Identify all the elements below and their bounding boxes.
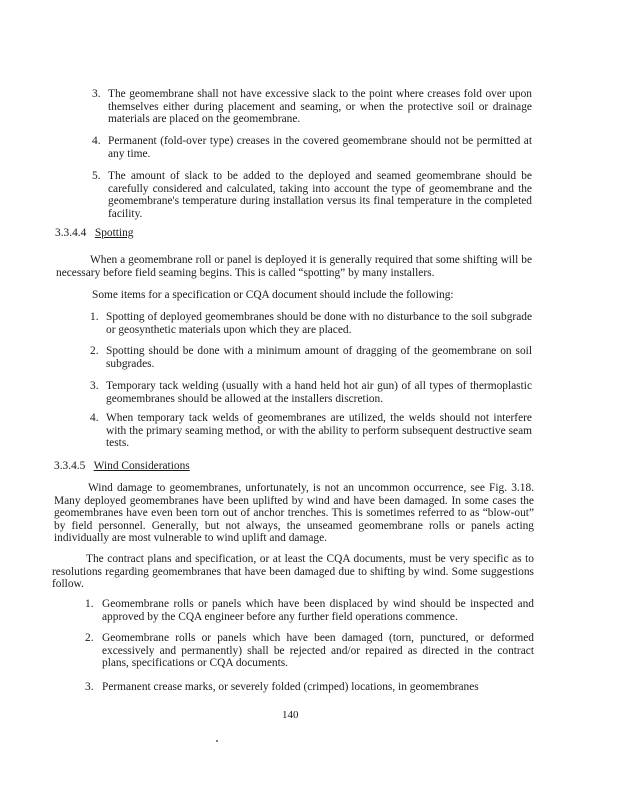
- section-heading-spotting: [55, 227, 134, 240]
- list-item-text: The amount of slack to be added to the deployed and seamed geomembrane should be carefully considered and calculated, taking into account the type of geomembrane and the geomembrane's temperature during installation versus its final temperature in the completed facility.: [108, 170, 532, 220]
- list-item-text: Permanent (fold-over type) creases in the covered geomembrane should not be permitted at any time.: [108, 135, 532, 160]
- paragraph: The contract plans and specification, or at least the CQA documents, must be very specific as to resolutions regarding geomembranes that have been damaged due to shifting by wind. Some suggestions follow.: [52, 553, 534, 591]
- list-item-number: 4.: [92, 135, 101, 147]
- section-number: 3.3.4.4: [55, 227, 87, 239]
- list-item-number: 1.: [85, 598, 94, 610]
- list-item-text: Spotting of deployed geomembranes should be done with no disturbance to the soil subgrade or geosynthetic materials upon which they are placed.: [106, 311, 532, 336]
- list-item-number: 3.: [92, 88, 101, 100]
- section-title: Wind Considerations: [93, 460, 190, 472]
- list-item-number: 2.: [90, 345, 99, 357]
- list-item-number: 2.: [85, 632, 94, 644]
- paragraph: Some items for a specification or CQA document should include the following:: [92, 289, 454, 301]
- section-number: 3.3.4.5: [54, 460, 86, 472]
- paragraph: When a geomembrane roll or panel is deployed it is generally required that some shifting will be necessary before field seaming begins. This is called “spotting” by many installers.: [56, 254, 532, 279]
- list-item-number: 1.: [90, 311, 99, 323]
- list-item-text: Temporary tack welding (usually with a hand held hot air gun) of all types of thermoplastic geomembranes should be allowed at the installers discretion.: [106, 380, 532, 405]
- section-heading-wind: [54, 460, 190, 473]
- list-item-text: Permanent crease marks, or severely folded (crimped) locations, in geomembranes: [102, 681, 479, 693]
- page-number: 140: [282, 709, 299, 721]
- scan-speck: [216, 740, 218, 742]
- section-title: Spotting: [94, 227, 134, 239]
- list-item-text: Geomembrane rolls or panels which have been displaced by wind should be inspected and approved by the CQA engineer before any further field operations commence.: [102, 598, 534, 623]
- list-item-number: 5.: [92, 170, 101, 182]
- list-item-number: 3.: [85, 681, 94, 693]
- list-item-text: Geomembrane rolls or panels which have been damaged (torn, punctured, or deformed excessively and permanently) shall be rejected and/or repaired as directed in the contract plans, specifications or CQA documents.: [102, 632, 534, 670]
- list-item-number: 3.: [90, 380, 99, 392]
- list-item-text: When temporary tack welds of geomembranes are utilized, the welds should not interfere with the primary seaming method, or with the ability to perform subsequent destructive seam tests.: [106, 412, 532, 450]
- list-item-text: Spotting should be done with a minimum amount of dragging of the geomembrane on soil subgrades.: [106, 345, 532, 370]
- paragraph: Wind damage to geomembranes, unfortunately, is not an uncommon occurrence, see Fig. 3.18. Many deployed geomembranes have been uplifted by wind and have been damaged. In some cases the geomembranes have even been torn out of anchor trenches. This is sometimes referred to as “blow-out” by field personnel. Generally, but not always, the unseamed geomembrane rolls or panels acting individually are most vulnerable to wind uplift and damage.: [54, 482, 534, 545]
- list-item-text: The geomembrane shall not have excessive slack to the point where creases fold over upon themselves either during placement and seaming, or when the protective soil or drainage materials are placed on the geomembrane.: [108, 88, 532, 126]
- list-item-number: 4.: [90, 412, 99, 424]
